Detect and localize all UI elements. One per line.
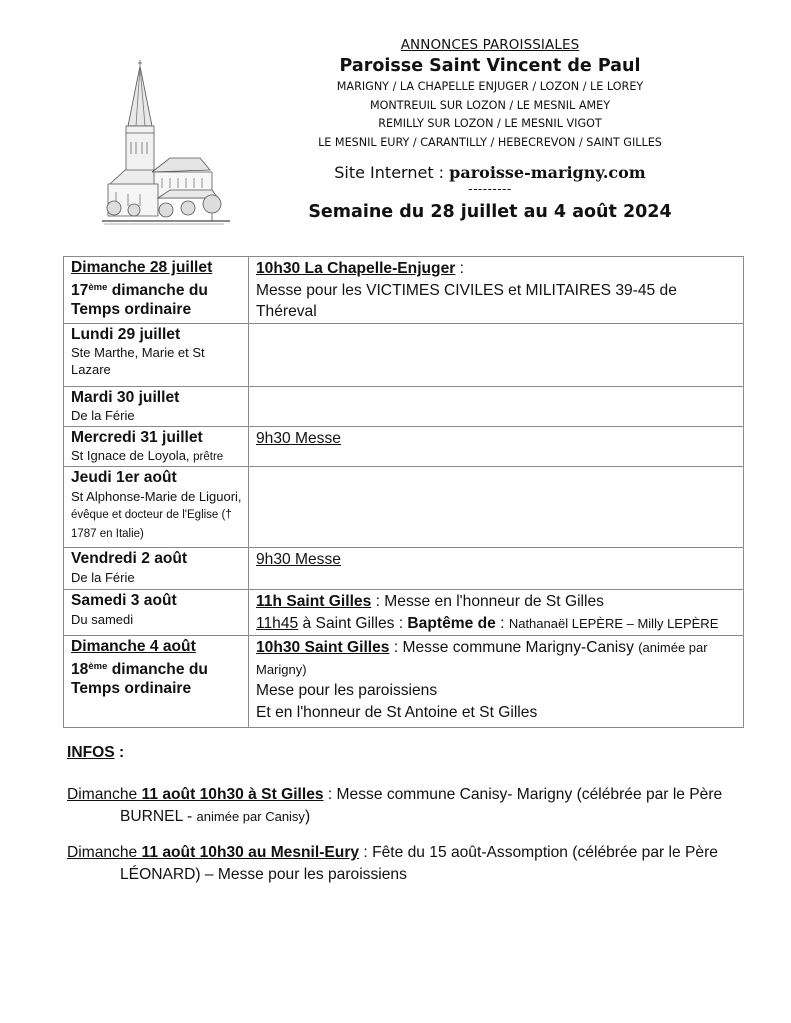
day-cell: [64, 590, 249, 636]
table-row: [64, 426, 744, 467]
event-time-place: 10h30 Saint Gilles: [256, 639, 390, 656]
day-label: Dimanche 4 août: [71, 638, 196, 655]
table-row: [64, 548, 744, 590]
event-cell: [249, 426, 744, 467]
website-label: Site Internet :: [334, 163, 450, 182]
event-note: (animée par Marigny): [256, 640, 708, 677]
saint-title: prêtre: [193, 451, 224, 463]
infos-title: INFOS: [67, 744, 115, 761]
day-cell: [64, 636, 249, 728]
event-line: [256, 637, 737, 680]
infos-heading: [67, 744, 124, 762]
event-cell: [249, 548, 744, 590]
table-row: [64, 467, 744, 548]
info-item: [67, 784, 747, 828]
day-label: Jeudi 1er août: [71, 469, 177, 486]
parish-name: Paroisse Saint Vincent de Paul: [339, 56, 641, 76]
ordinal-rest: dimanche du: [107, 281, 208, 299]
event-description: : Messe commune Marigny-Canisy: [389, 639, 639, 656]
day-label: Vendredi 2 août: [71, 550, 188, 567]
liturgical-day: [71, 657, 242, 680]
info-date: [67, 844, 359, 861]
saint-title: évêque et docteur de l'Eglise († 1787 en Italie): [71, 508, 232, 540]
day-cell: [64, 257, 249, 324]
separator: :: [455, 260, 464, 277]
ordinal-suffix: ème: [88, 281, 108, 293]
info-note: animée par Canisy: [196, 809, 305, 824]
table-row: [64, 386, 744, 426]
day-cell: [64, 386, 249, 426]
info-description: : Messe commune Canisy- Marigny (célébrée par le Père: [323, 786, 723, 803]
event-time-place: 9h30 Messe: [256, 429, 341, 447]
town-list-line: LE MESNIL EURY / CARANTILLY / HEBECREVON / SAINT GILLES: [318, 135, 662, 149]
announcements-title: ANNONCES PAROISSIALES: [400, 37, 580, 53]
town-list-line: REMILLY SUR LOZON / LE MESNIL VIGOT: [378, 117, 602, 130]
info-text-end: ): [304, 808, 311, 825]
event-line: Et en l'honneur de St Antoine et St Gilles: [256, 703, 538, 721]
table-row: [64, 257, 744, 324]
town-list-line: MONTREUIL SUR LOZON / LE MESNIL AMEY: [369, 98, 611, 112]
event-time-place: 9h30 Messe: [256, 551, 341, 568]
day-cell: [64, 548, 249, 590]
saint-name: St Alphonse-Marie de Liguori,: [71, 488, 242, 504]
event-cell: [249, 323, 744, 386]
day-label: Dimanche 28 juillet: [71, 259, 213, 276]
event-line: Mese pour les paroissiens: [256, 682, 438, 699]
separator: :: [495, 614, 509, 632]
day-cell: [64, 426, 249, 467]
info-description: : Fête du 15 août-Assomption (célébrée par le Père: [359, 844, 718, 861]
day-label: Mardi 30 juillet: [71, 388, 180, 406]
info-day: Dimanche: [67, 844, 142, 861]
info-continuation: LÉONARD) – Messe pour les paroissiens: [120, 866, 407, 883]
header: [290, 36, 690, 225]
saint-of-day: Ste Marthe, Marie et St Lazare: [71, 345, 205, 377]
day-label: Mercredi 31 juillet: [71, 428, 203, 446]
town-list-line: MARIGNY / LA CHAPELLE ENJUGER / LOZON / LE LOREY: [336, 80, 644, 93]
event-cell: [249, 636, 744, 728]
saint-of-day: De la Férie: [71, 408, 135, 423]
event-cell: [249, 590, 744, 636]
info-when-where: 11 août 10h30 au Mesnil-Eury: [141, 844, 360, 861]
ordinal-number: 17: [71, 281, 89, 299]
ordinal-suffix: ème: [88, 660, 108, 672]
liturgical-season: Temps ordinaire: [71, 301, 192, 318]
schedule-table: [63, 256, 744, 728]
day-cell: [64, 323, 249, 386]
event-description: Messe pour les VICTIMES CIVILES et MILITAIRES 39-45 de Théreval: [256, 281, 677, 320]
saint-of-day: [71, 447, 242, 466]
info-when-where: 11 août 10h30 à St Gilles: [141, 786, 324, 803]
table-row: [64, 323, 744, 386]
info-date: [67, 786, 324, 803]
event-line: [256, 591, 737, 613]
event-cell: [249, 257, 744, 324]
day-label: Lundi 29 juillet: [71, 325, 181, 343]
event-cell: [249, 386, 744, 426]
saint-of-day: [71, 488, 242, 543]
info-text: BURNEL -: [120, 808, 197, 825]
website-line: [290, 162, 690, 184]
event-time: 11h45: [256, 614, 299, 632]
info-continuation: [67, 806, 747, 828]
saint-of-day: Du samedi: [71, 611, 134, 627]
day-cell: [64, 467, 249, 548]
day-label: Samedi 3 août: [71, 592, 177, 609]
baptism-label: Baptême de: [407, 614, 496, 632]
church-drawing-icon: [100, 58, 235, 228]
liturgical-season: Temps ordinaire: [71, 680, 192, 697]
event-time-place: 10h30 La Chapelle-Enjuger: [256, 260, 456, 277]
info-day: Dimanche: [67, 786, 142, 803]
event-description: : Messe en l'honneur de St Gilles: [371, 593, 604, 610]
event-place: à Saint Gilles :: [298, 614, 408, 632]
info-item: [67, 842, 747, 886]
week-title: Semaine du 28 juillet au 4 août 2024: [308, 202, 672, 222]
liturgical-day: [71, 278, 242, 301]
event-cell: [249, 467, 744, 548]
ordinal-number: 18: [71, 660, 89, 678]
ordinal-rest: dimanche du: [107, 660, 208, 678]
table-row: [64, 636, 744, 728]
event-line: [256, 613, 737, 635]
saint-of-day: De la Férie: [71, 569, 135, 585]
divider-dashes: ---------: [468, 182, 512, 196]
baptism-names: Nathanaël LEPÈRE – Milly LEPÈRE: [508, 615, 719, 631]
separator: :: [114, 744, 125, 761]
event-time-place: 11h Saint Gilles: [256, 593, 372, 610]
saint-name: St Ignace de Loyola,: [71, 448, 194, 463]
table-row: [64, 590, 744, 636]
website-link[interactable]: paroisse-marigny.com: [449, 163, 646, 182]
